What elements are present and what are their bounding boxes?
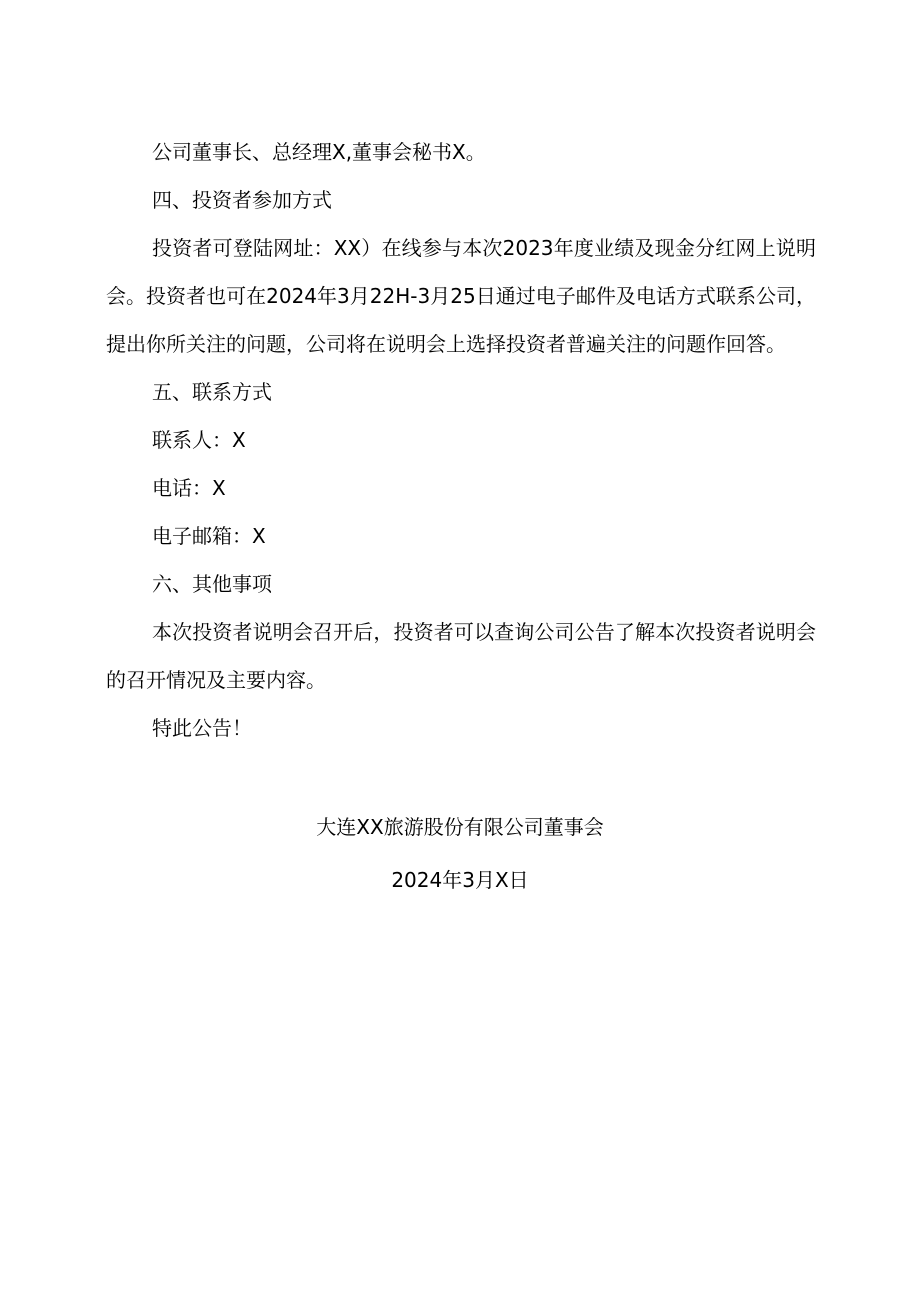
signature-date: 2024年3月X日 [391,868,529,892]
section-heading-other: 六、其他事项 [152,572,272,596]
document-body [106,128,816,752]
paragraph-other: 本次投资者说明会召开后，投资者可以查询公司公告了解本次投资者说明会的召开情况及主要内容。 [106,620,816,692]
contact-person: 联系人：X [152,428,246,452]
contact-phone: 电话：X [152,476,226,500]
paragraph-participation: 投资者可登陆网址：XX）在线参与本次2023年度业绩及现金分红网上说明会。投资者也可在2024年3月22H-3月25日通过电子邮件及电话方式联系公司，提出你所关注的问题，公司将在说明会上选择投资者普遍关注的问题作回答。 [106,236,816,356]
section-heading-participation: 四、投资者参加方式 [152,188,332,212]
contact-email: 电子邮箱：X [152,524,266,548]
section-heading-contact: 五、联系方式 [152,380,272,404]
paragraph-officers: 公司董事长、总经理X,董事会秘书X。 [152,140,486,164]
signature-organization: 大连XX旅游股份有限公司董事会 [316,815,604,839]
closing-statement: 特此公告！ [152,716,252,740]
